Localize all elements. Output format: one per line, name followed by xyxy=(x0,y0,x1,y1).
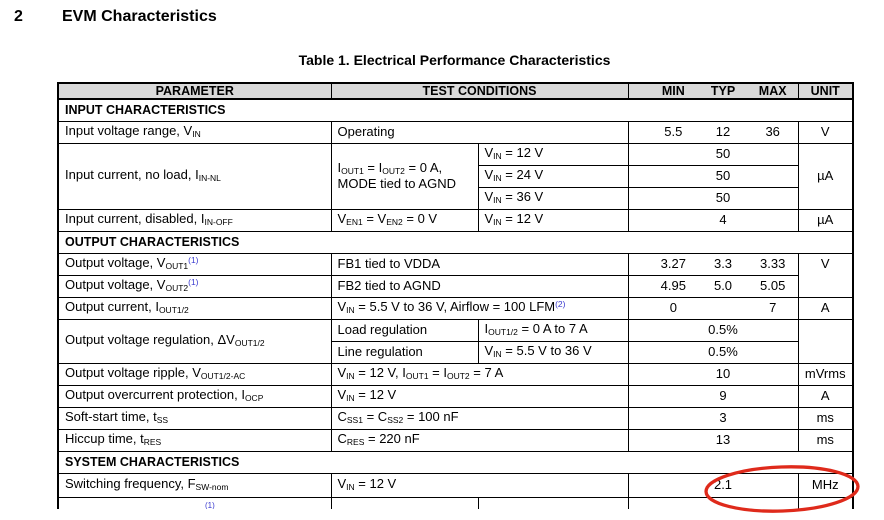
typ-value: 3 xyxy=(719,409,727,425)
subscript: IN xyxy=(346,393,355,404)
value-cell xyxy=(628,209,798,231)
condition-cell: $V_{IN} = 12$ V xyxy=(331,473,628,497)
value-cell xyxy=(628,165,798,187)
unit-cell: µA xyxy=(798,143,853,209)
max-value xyxy=(748,191,798,206)
section-title: EVM Characteristics xyxy=(62,8,217,25)
condition-cell: $V_{IN} = 5.5$ V to 36 V, Airflow = 100 LFM$^{(2)}$ xyxy=(331,297,628,319)
header-typ: TYP xyxy=(710,84,736,98)
value-cell xyxy=(628,385,798,407)
subscript: RES xyxy=(143,437,162,448)
subscript: IN-NL xyxy=(198,173,221,184)
typ-value: 2.1 xyxy=(713,476,733,492)
table-header-row xyxy=(58,83,853,99)
subscript: IN xyxy=(493,217,502,228)
min-value: 5.5 xyxy=(664,123,683,139)
subscript: IN xyxy=(192,129,201,140)
typ-value: 5.0 xyxy=(713,277,733,293)
param-cell: Output overcurrent protection, $I_{OCP}$ xyxy=(58,385,331,407)
footnote-ref: (1) xyxy=(188,277,199,288)
table-row xyxy=(58,429,853,451)
cutoff-cell xyxy=(58,497,331,509)
subscript: IN xyxy=(493,195,502,206)
value-cell xyxy=(628,297,798,319)
table-row xyxy=(58,319,853,341)
condition-cell: $V_{IN} = 12$ V, $I_{OUT1} = I_{OUT2} = 7$ A xyxy=(331,363,628,385)
table-row xyxy=(58,275,853,297)
condition-cell: FB1 tied to VDDA xyxy=(331,253,628,275)
cutoff-cell xyxy=(331,497,478,509)
subscript: IN xyxy=(346,305,355,316)
subscript: IN xyxy=(493,349,502,360)
unit-cell: A xyxy=(798,385,853,407)
subscript: OUT1/2 xyxy=(234,338,265,349)
unit-cell: ms xyxy=(798,407,853,429)
typ-value: 3.3 xyxy=(713,255,733,271)
param-cell: Output current, $I_{OUT1/2}$ xyxy=(58,297,331,319)
typ-value: 13 xyxy=(715,431,731,447)
max-value xyxy=(748,169,798,184)
param-cell: Output voltage ripple, $V_{OUT1/2-AC}$ xyxy=(58,363,331,385)
min-value: 4.95 xyxy=(660,277,686,293)
typ-value: 50 xyxy=(715,189,731,205)
max-value: 36 xyxy=(765,123,780,139)
header-max: MAX xyxy=(758,84,787,98)
condition-cell: $V_{IN} = 12$ V xyxy=(331,385,628,407)
param-cell: Output voltage regulation, $\Delta V_{OUT1/2}$ xyxy=(58,319,331,363)
unit-cell: µA xyxy=(798,209,853,231)
subscript: IN xyxy=(346,371,355,382)
value-cell xyxy=(628,429,798,451)
max-value xyxy=(748,389,798,404)
condition-cell: $V_{IN} = 12$ V xyxy=(478,209,628,231)
value-cell xyxy=(628,319,798,341)
min-value xyxy=(649,411,699,426)
subscript: OUT2 xyxy=(446,371,470,382)
typ-span-value: 0.5% xyxy=(708,343,738,359)
table-row xyxy=(58,143,853,165)
subscript: IN xyxy=(493,151,502,162)
min-value xyxy=(649,389,699,404)
section-row xyxy=(58,99,853,121)
table-row xyxy=(58,385,853,407)
max-value xyxy=(748,213,798,228)
condition-cell: $I_{OUT1} = I_{OUT2} = 0$ A, MODE tied to AGND xyxy=(331,143,478,209)
section-row xyxy=(58,231,853,253)
section-row xyxy=(58,451,853,473)
subscript: OUT1/2-AC xyxy=(200,371,246,382)
characteristics-table-wrap xyxy=(57,82,852,509)
subscript: EN1 xyxy=(346,217,363,228)
condition-cell: $V_{IN} = 24$ V xyxy=(478,165,628,187)
typ-value: 10 xyxy=(715,365,731,381)
condition-cell: $V_{IN} = 5.5$ V to 36 V xyxy=(478,341,628,363)
table-row xyxy=(58,297,853,319)
table-caption: Table 1. Electrical Performance Characteristics xyxy=(298,52,611,68)
value-cell xyxy=(628,363,798,385)
param-cell: Output voltage, $V_{OUT2}^{(1)}$ xyxy=(58,275,331,297)
subscript: OUT1/2 xyxy=(488,327,518,338)
table-row xyxy=(58,473,853,497)
subscript: SW-nom xyxy=(195,482,229,493)
max-value: 5.05 xyxy=(760,277,786,293)
unit-cell: V xyxy=(798,253,853,297)
param-cell: Switching frequency, $F_{SW-nom}$ xyxy=(58,473,331,497)
header-min: MIN xyxy=(661,84,685,98)
table-row xyxy=(58,121,853,143)
value-cell xyxy=(628,407,798,429)
condition-cell: $I_{OUT1/2} = 0$ A to 7 A xyxy=(478,319,628,341)
param-cell: Input current, no load, $I_{IN-NL}$ xyxy=(58,143,331,209)
cutoff-cell xyxy=(798,497,853,509)
subscript: RES xyxy=(346,437,365,448)
section-label: SYSTEM CHARACTERISTICS xyxy=(58,451,853,473)
subscript: IN xyxy=(493,173,502,184)
value-cell xyxy=(628,341,798,363)
unit-cell: MHz xyxy=(798,473,853,497)
condition-cell: Operating xyxy=(331,121,628,143)
table-row xyxy=(58,363,853,385)
subscript: OUT2 xyxy=(382,166,405,177)
condition-cell: $C_{SS1} = C_{SS2} = 100$ nF xyxy=(331,407,628,429)
value-cell xyxy=(628,121,798,143)
value-cell xyxy=(628,253,798,275)
subscript: EN2 xyxy=(386,217,403,228)
unit-cell: mVrms xyxy=(798,363,853,385)
condition-cell: FB2 tied to AGND xyxy=(331,275,628,297)
table-row xyxy=(58,407,853,429)
typ-value: 4 xyxy=(719,211,727,227)
typ-value: 9 xyxy=(719,387,727,403)
condition-cell: $V_{IN} = 36$ V xyxy=(478,187,628,209)
footnote-ref: (1) xyxy=(188,255,199,266)
typ-value: 50 xyxy=(715,145,731,161)
subscript: SS1 xyxy=(346,415,363,426)
subscript: OCP xyxy=(244,393,264,404)
min-value: 3.27 xyxy=(660,255,686,271)
section-label: INPUT CHARACTERISTICS xyxy=(58,99,853,121)
value-cell xyxy=(628,143,798,165)
min-value: 0 xyxy=(669,299,677,315)
subscript: OUT1 xyxy=(165,261,189,272)
param-cell: Input voltage range, $V_{IN}$ xyxy=(58,121,331,143)
cutoff-cell xyxy=(478,497,628,509)
max-value: 7 xyxy=(769,299,777,315)
max-value xyxy=(748,411,798,426)
subscript: OUT1/2 xyxy=(158,305,189,316)
section-label: OUTPUT CHARACTERISTICS xyxy=(58,231,853,253)
min-value xyxy=(649,191,699,206)
min-value xyxy=(649,169,699,184)
max-value xyxy=(748,478,798,493)
header-test-conditions: TEST CONDITIONS xyxy=(331,83,628,99)
max-value xyxy=(748,433,798,448)
unit-cell: A xyxy=(798,297,853,319)
param-cell: Output voltage, $V_{OUT1}^{(1)}$ xyxy=(58,253,331,275)
condition-cell: $V_{IN} = 12$ V xyxy=(478,143,628,165)
unit-cell: ms xyxy=(798,429,853,451)
typ-value: 12 xyxy=(715,123,731,139)
value-cell xyxy=(628,275,798,297)
condition-cell: Line regulation xyxy=(331,341,478,363)
characteristics-table xyxy=(57,82,854,509)
min-value xyxy=(649,213,699,228)
header-parameter: PARAMETER xyxy=(58,83,331,99)
unit-cell xyxy=(798,319,853,363)
value-cell xyxy=(628,473,798,497)
subscript: SS2 xyxy=(387,415,404,426)
unit-cell: V xyxy=(798,121,853,143)
condition-cell: $V_{EN1} = V_{EN2} = 0$ V xyxy=(331,209,478,231)
subscript: OUT1 xyxy=(405,371,429,382)
subscript: OUT2 xyxy=(165,283,189,294)
condition-cell: $C_{RES} = 220$ nF xyxy=(331,429,628,451)
header-unit: UNIT xyxy=(798,83,853,99)
min-value xyxy=(649,147,699,162)
typ-span-value: 0.5% xyxy=(708,321,738,337)
min-value xyxy=(649,478,699,493)
typ-value xyxy=(698,301,748,316)
subscript: SS xyxy=(156,415,169,426)
typ-value: 50 xyxy=(715,167,731,183)
section-number: 2 xyxy=(14,8,23,25)
subscript: OUT1 xyxy=(341,166,364,177)
cutoff-footnote-fragment: (1) xyxy=(205,500,215,510)
param-cell: Input current, disabled, $I_{IN-OFF}$ xyxy=(58,209,331,231)
cutoff-cell xyxy=(628,497,798,509)
value-cell xyxy=(628,187,798,209)
subscript: IN xyxy=(346,482,355,493)
max-value xyxy=(748,147,798,162)
subscript: IN-OFF xyxy=(204,217,233,228)
param-cell: Hiccup time, $t_{RES}$ xyxy=(58,429,331,451)
max-value xyxy=(748,367,798,382)
max-value: 3.33 xyxy=(760,255,786,271)
table-row xyxy=(58,253,853,275)
param-cell: Soft-start time, $t_{SS}$ xyxy=(58,407,331,429)
header-min-typ-max xyxy=(628,83,798,99)
min-value xyxy=(649,433,699,448)
condition-cell: Load regulation xyxy=(331,319,478,341)
min-value xyxy=(649,367,699,382)
cutoff-row xyxy=(58,497,853,509)
footnote-ref: (2) xyxy=(555,299,566,310)
table-row xyxy=(58,209,853,231)
